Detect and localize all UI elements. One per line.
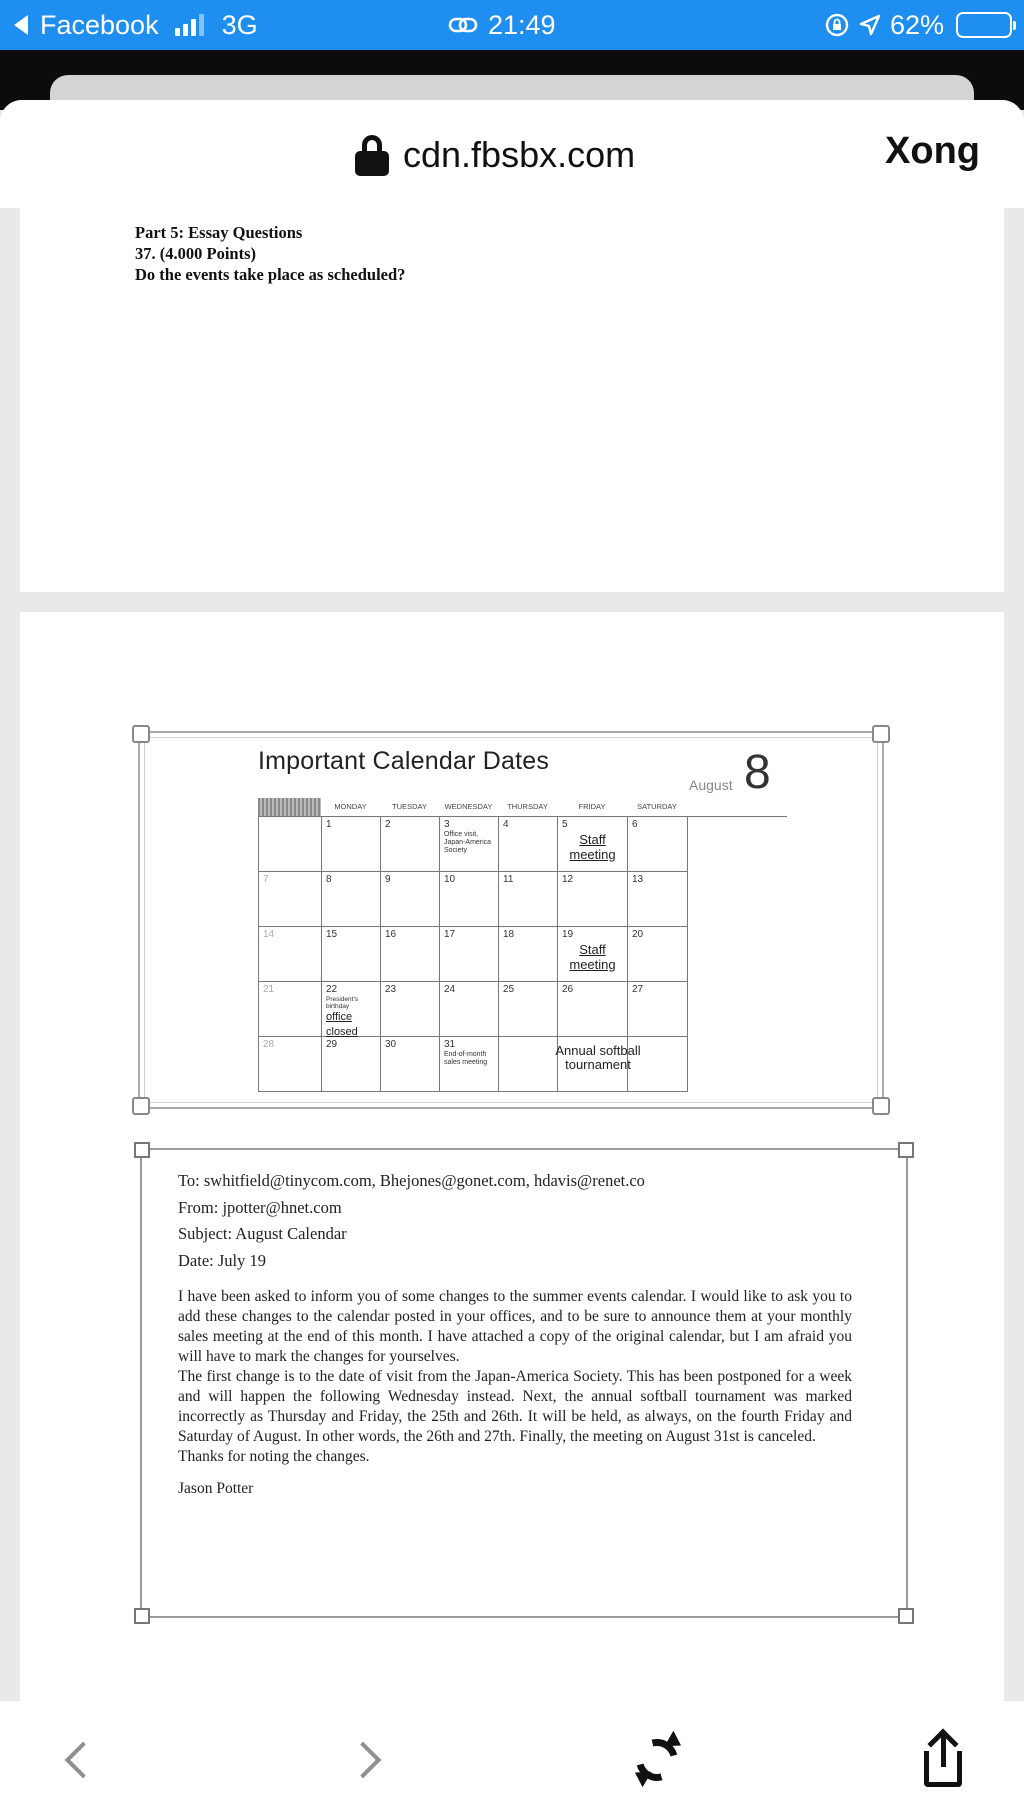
network-type: 3G [221, 9, 258, 40]
link-icon [448, 15, 478, 35]
day-cell: 6 [628, 817, 688, 872]
day-cell: 4 [499, 817, 558, 872]
calendar-month-name: August [689, 777, 733, 793]
day-cell: 16 [381, 927, 440, 982]
share-button[interactable] [914, 1731, 974, 1791]
battery-percent: 62% [889, 9, 944, 40]
chevron-right-icon [345, 1742, 382, 1779]
frame-corner [872, 1097, 890, 1115]
softball-note: Annual softball tournament [555, 1043, 641, 1072]
calendar-grid [258, 798, 787, 1099]
day-cell: 25 [499, 982, 558, 1037]
calendar-note: End-of-month sales meeting [444, 1051, 488, 1066]
week-cell [259, 817, 322, 872]
address-bar[interactable] [355, 130, 635, 180]
question-number: 37. (4.000 Points) [135, 244, 256, 263]
back-arrow-icon [14, 15, 28, 35]
status-time-group [448, 0, 556, 50]
day-cell: 18 [499, 927, 558, 982]
email-body [178, 1287, 852, 1499]
frame-corner [898, 1608, 914, 1624]
day-cell: 27 [628, 982, 688, 1037]
day-cell: 10 [440, 872, 499, 927]
day-cell: 23 [381, 982, 440, 1037]
email-subject: Subject: August Calendar [178, 1224, 347, 1243]
status-bar [0, 0, 1024, 50]
week-cell: 7 [259, 872, 322, 927]
day-header: MONDAY [334, 802, 367, 811]
calendar-month-number: 8 [744, 746, 771, 799]
day-cell: 5 Staff meeting [558, 817, 628, 872]
day-header: THURSDAY [507, 802, 548, 811]
day-header: TUESDAY [392, 802, 427, 811]
day-cell: 30 [381, 1037, 440, 1092]
frame-corner [872, 725, 890, 743]
document-page-2 [20, 612, 1004, 1801]
forward-button[interactable] [340, 1731, 400, 1791]
calendar-note: Staff meeting [569, 832, 616, 862]
day-cell: 26 [558, 982, 628, 1037]
back-to-app[interactable] [14, 0, 258, 50]
week-cell: 14 [259, 927, 322, 982]
calendar-figure [138, 731, 884, 1109]
question-block [135, 222, 405, 285]
signal-icon [175, 14, 204, 36]
day-cell: 29 [322, 1037, 381, 1092]
day-cell: 12 [558, 872, 628, 927]
browser-toolbar [0, 1701, 1024, 1820]
status-right-group [824, 0, 1012, 50]
day-cell: 8 [322, 872, 381, 927]
day-cell: 3 Office visit, Japan-America Society [440, 817, 499, 872]
calendar-header-row [258, 798, 787, 816]
reload-button[interactable] [626, 1731, 686, 1791]
location-icon [858, 13, 882, 37]
calendar-note: Staff meeting [569, 942, 616, 972]
day-cell: 20 [628, 927, 688, 982]
week-cell: 21 [259, 982, 322, 1037]
browser-nav-bar [0, 100, 1024, 208]
email-figure [140, 1148, 908, 1618]
email-from: From: jpotter@hnet.com [178, 1197, 342, 1217]
lock-icon [355, 135, 389, 175]
day-cell: 11 [499, 872, 558, 927]
frame-corner [898, 1142, 914, 1158]
day-cell: 9 [381, 872, 440, 927]
question-part: Part 5: Essay Questions [135, 223, 303, 242]
email-paragraph: I have been asked to inform you of some changes to the summer events calendar. I would like to ask you to add these changes to the calendar posted in your offices, and to be sure to announce them at your monthly sales meeting at the end of this month. I have attached a copy of the original calendar, but I am afraid you will have to mark the changes for yourselves. [178, 1288, 852, 1365]
day-header: SATURDAY [637, 802, 677, 811]
day-cell: 24 [440, 982, 499, 1037]
calendar-body [258, 816, 787, 1092]
email-date: Date: July 19 [178, 1250, 266, 1270]
day-cell: 17 [440, 927, 499, 982]
day-cell: 31 End-of-month sales meeting [440, 1037, 499, 1092]
lock-rotation-icon [824, 12, 850, 38]
email-signature: Jason Potter [178, 1480, 254, 1497]
done-button[interactable]: Xong [885, 130, 980, 172]
battery-icon [956, 12, 1012, 38]
email-paragraph: Thanks for noting the changes. [178, 1448, 370, 1465]
chevron-left-icon [65, 1742, 102, 1779]
day-cell: 15 [322, 927, 381, 982]
week-cell: 28 [259, 1037, 322, 1092]
day-cell: 19 Staff meeting [558, 927, 628, 982]
email-to: To: swhitfield@tinycom.com, Bhejones@gonet.com, hdavis@renet.co [178, 1171, 645, 1190]
week-column-header [258, 798, 321, 816]
calendar-note: office closed [326, 1011, 358, 1038]
day-header: WEDNESDAY [444, 802, 493, 811]
document-page-1 [20, 208, 1004, 592]
day-header: FRIDAY [578, 802, 606, 811]
browser-sheet [0, 100, 1024, 1820]
email-header [178, 1168, 645, 1274]
day-cell: 2 [381, 817, 440, 872]
clock: 21:49 [488, 9, 556, 40]
calendar-note: Office visit, Japan-America Society [444, 831, 492, 854]
url-text: cdn.fbsbx.com [403, 134, 636, 175]
day-cell: 22 President's birthday office closed [322, 982, 381, 1037]
email-paragraph: The first change is to the date of visit from the Japan-America Society. This has been postponed for a week and will happen the following Wednesday instead. Next, the annual softball tournament was marked incorrectly as Thursday and Friday, the 25th and 26th. It will be held, as always, on the fourth Friday and Saturday of August. In other words, the 26th and 27th. Finally, the meeting on August 31st is canceled. [178, 1368, 852, 1445]
frame-corner [134, 1608, 150, 1624]
day-cell: 13 [628, 872, 688, 927]
back-app-label: Facebook [40, 9, 159, 40]
frame-corner [132, 725, 150, 743]
frame-corner [132, 1097, 150, 1115]
question-text: Do the events take place as scheduled? [135, 265, 406, 284]
back-button[interactable] [48, 1731, 108, 1791]
document-viewer[interactable] [0, 208, 1024, 1801]
calendar-title: Important Calendar Dates [258, 747, 550, 775]
frame-corner [134, 1142, 150, 1158]
calendar-note: President's birthday [326, 996, 358, 1010]
day-cell: 1 [322, 817, 381, 872]
